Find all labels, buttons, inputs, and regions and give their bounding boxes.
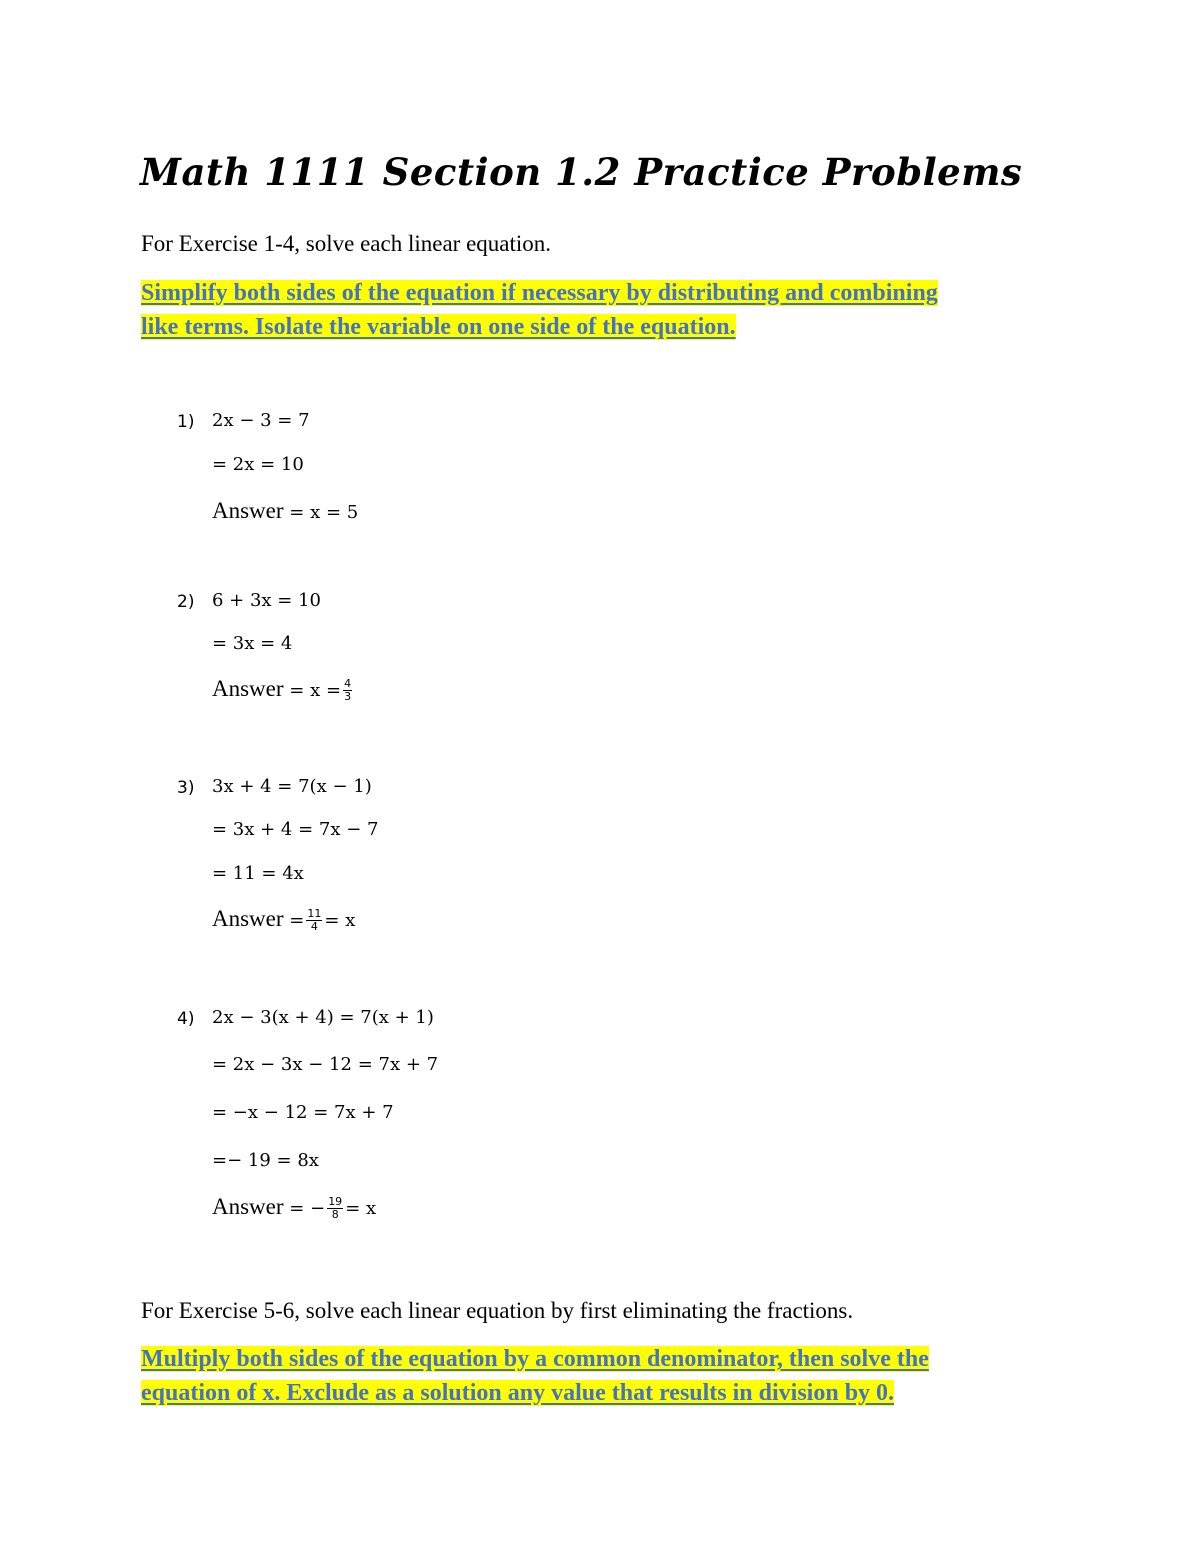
answer-label: Answer	[212, 906, 284, 931]
problem-3-equation: 3x + 4 = 7(x − 1)	[212, 776, 372, 797]
answer-prefix: =	[289, 910, 305, 931]
problem-2-answer	[212, 676, 354, 703]
problem-1-number: 1)	[177, 412, 195, 432]
problem-2-equation: 6 + 3x = 10	[212, 590, 322, 611]
section2-intro: For Exercise 5-6, solve each linear equation by first eliminating the fractions.	[141, 1298, 854, 1323]
fraction-denominator: 4	[310, 920, 318, 934]
answer-value: = x = 5	[289, 502, 359, 523]
fraction-denominator: 8	[331, 1208, 339, 1222]
fraction-denominator: 3	[344, 690, 352, 704]
problem-4-step-2: = −x − 12 = 7x + 7	[212, 1102, 394, 1123]
answer-fraction	[327, 1196, 343, 1221]
answer-label: Answer	[212, 498, 284, 523]
problem-4-equation: 2x − 3(x + 4) = 7(x + 1)	[212, 1007, 434, 1028]
answer-label: Answer	[212, 676, 284, 701]
problem-4-answer	[212, 1194, 376, 1221]
problem-2-step-1: = 3x = 4	[212, 633, 293, 654]
section1-hint-line1: Simplify both sides of the equation if necessary by distributing and combining	[141, 280, 938, 306]
section1-intro: For Exercise 1-4, solve each linear equation.	[141, 231, 552, 256]
answer-fraction	[306, 908, 322, 933]
fraction-numerator: 19	[328, 1195, 343, 1209]
answer-label: Answer	[212, 1194, 284, 1219]
problem-4-step-1: = 2x − 3x − 12 = 7x + 7	[212, 1054, 439, 1075]
section2-hint-line1: Multiply both sides of the equation by a common denominator, then solve the	[141, 1346, 929, 1372]
answer-fraction	[343, 678, 352, 703]
section1-hint-line2: like terms. Isolate the variable on one side of the equation.	[141, 314, 736, 340]
problem-2-number: 2)	[177, 592, 195, 612]
problem-3-number: 3)	[177, 778, 195, 798]
fraction-numerator: 4	[344, 677, 352, 691]
page-title: Math 1111 Section 1.2 Practice Problems	[140, 150, 1023, 194]
problem-1-equation: 2x − 3 = 7	[212, 410, 310, 431]
problem-4-number: 4)	[177, 1009, 195, 1029]
problem-1-step-1: = 2x = 10	[212, 454, 304, 475]
problem-1-answer	[212, 498, 358, 524]
answer-prefix: = −	[289, 1198, 326, 1219]
answer-suffix: = x	[324, 910, 356, 931]
problem-3-step-1: = 3x + 4 = 7x − 7	[212, 819, 379, 840]
problem-3-step-2: = 11 = 4x	[212, 863, 304, 884]
problem-4-step-3: =− 19 = 8x	[212, 1150, 319, 1171]
section2-hint-line2: equation of x. Exclude as a solution any value that results in division by 0.	[141, 1380, 895, 1406]
problem-3-answer	[212, 906, 355, 933]
answer-suffix: = x	[345, 1198, 377, 1219]
fraction-numerator: 11	[307, 907, 322, 921]
answer-prefix: = x =	[289, 680, 342, 701]
